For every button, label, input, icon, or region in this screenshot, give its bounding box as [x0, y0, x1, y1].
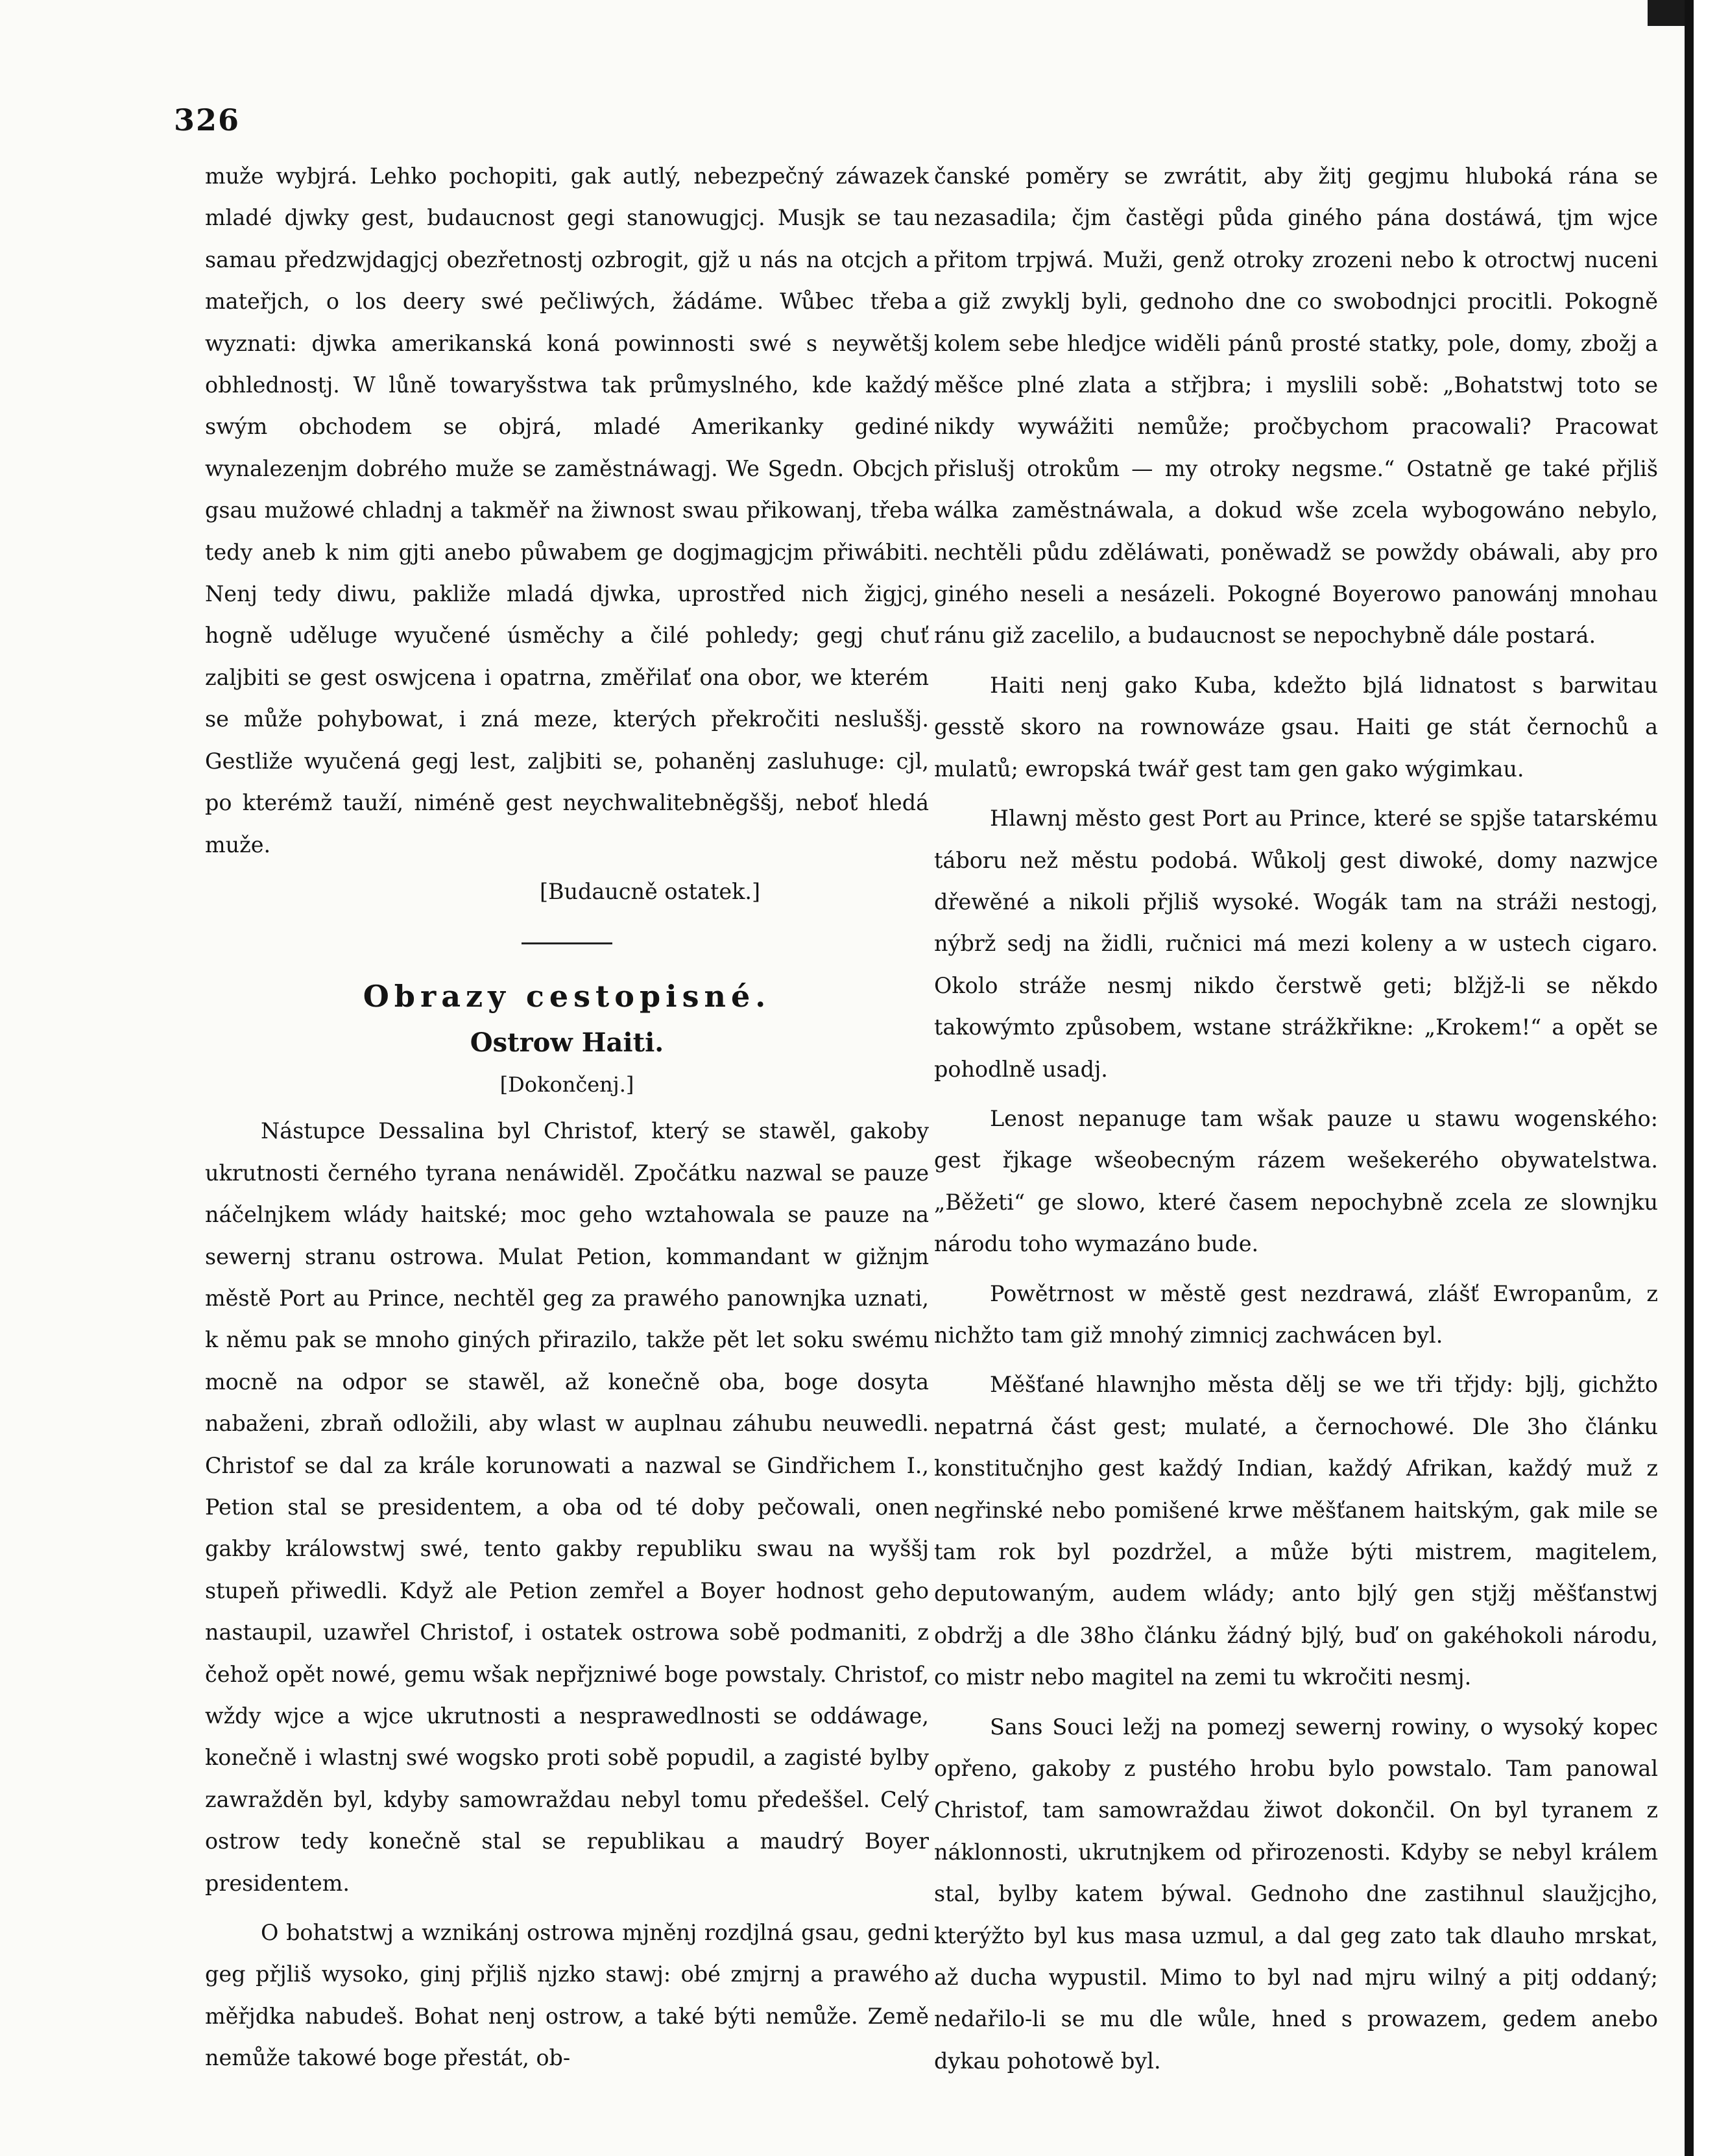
article-paragraph: Haiti nenj gako Kuba, kdežto bjlá lidnatost s barwitau gesstě skoro na rownowáze gsau. Haiti ge stát černochů a mulatů; ewropská twář gest tam gen gako wýgimkau.: [934, 672, 1658, 782]
article-paragraph: Nástupce Dessalina byl Christof, který se stawěl, gakoby ukrutnosti černého tyrana nenáwiděl. Zpočátku nazwal se pauze náčelnjkem wlády haitské; moc geho wztahowala se pauze na sewernj stranu ostrowa. Mulat Petion, kommandant w gižnjm městě Port au Prince, nechtěl geg za prawého panownjka uznati, k němu pak se mnoho giných přirazilo, takže pět let soku swému mocně na odpor se stawěl, až konečně oba, boge dosyta nabaženi, zbraň odložili, aby wlast w auplnau záhubu neuwedli. Christof se dal za krále korunowati a nazwal se Gindřichem I., Petion stal se presidentem, a oba od té doby pečowali, onen gakby králowstwj swé, tento gakby republiku swau na wyššj stupeň přiwedli. Když ale Petion zemřel a Boyer hodnost geho nastaupil, uzawřel Christof, i ostatek ostrowa sobě podmaniti, z čehož opět nowé, gemu wšak nepřjzniwé boge powstaly. Christof, wždy wjce a wjce ukrutnosti a nesprawedlnosti se oddáwage, konečně i wlastnj swé wogsko proti sobě popudil, a zagisté bylby zawražděn byl, kdyby samowraždau nebyl tomu předeššel. Celý ostrow tedy konečně stal se republikau a maudrý Boyer presidentem.: [205, 1118, 929, 1896]
section-divider: [522, 942, 612, 944]
article-note: [Dokončenj.]: [499, 1072, 634, 1097]
section-title: Obrazy cestopisné.: [363, 979, 771, 1014]
intro-paragraph: muže wybjrá. Lehko pochopiti, gak autlý, nebezpečný záwazek mladé djwky gest, budaucnost gegi stanowugjcj. Musjk se tau samau předzwjdagjcj obezřetnostj ozbrogit, gjž u nás na otcjch a mateřjch, o los deery swé pečliwých, žádáme. Wůbec třeba wyznati: djwka amerikanská koná powinnosti swé s neywětšj obhlednostj. W lůně towaryšstwa tak průmyslného, kde každý swým obchodem se objrá, mladé Amerikanky gediné wynalezenjm dobrého muže se zaměstnáwagj. We Sgedn. Obcjch gsau mužowé chladnj a takměř na žiwnost swau přikowanj, třeba tedy aneb k nim gjti anebo půwabem ge dogjmagjcjm přiwábiti. Nenj tedy diwu, pakliže mladá djwka, uprostřed nich žigjcj, hogně uděluge wyučené úsměchy a čilé pohledy; gegj chuť zaljbiti se gest oswjcena i opatrna, změřilať ona obor, we kterém se může pohybowat, i zná meze, kterých překročiti nesluššj. Gestliže wyučená gegj lest, zaljbiti se, pohaněnj zasluhuge: cjl, po kterémž tauží, niméně gest neychwalitebněgššj, neboť hledá muže.: [205, 163, 929, 857]
right-column: [934, 156, 1658, 2082]
article-paragraph: Měšťané hlawnjho města dělj se we tři třjdy: bjlj, gichžto nepatrná část gest; mulaté, a černochowé. Dle 3ho článku konstitučnjho gest každý Indian, každý Afrikan, každý muž z negřinské nebo pomišené krwe měšťanem haitským, gak mile se tam rok byl pozdržel, a může býti mistrem, magitelem, deputowaným, audem wlády; anto bjlý gen stjžj měšťanstwj obdržj a dle 38ho článku žádný bjlý, buď on gakéhokoli národu, co mistr nebo magitel na zemi tu wkročiti nesmj.: [934, 1372, 1658, 1690]
article-paragraph: Hlawnj město gest Port au Prince, které se spjše tatarskému táboru než městu podobá. Wůkolj gest diwoké, domy nazwjce dřewěné a nikoli přjliš wysoké. Wogák tam na stráži nestogj, nýbrž sedj na židli, ručnici má mezi koleny a w ustech cigaro. Okolo stráže nesmj nikdo čerstwě geti; blžjž-li se někdo takowýmto způsobem, wstane strážkřikne: „Krokem!“ a opět se pohodlně usadj.: [934, 806, 1658, 1082]
article-paragraph: Lenost nepanuge tam wšak pauze u stawu wogenského: gest řjkage wšeobecným rázem wešekerého obywatelstwa. „Běžeti“ ge slowo, které časem nepochybně zcela ze slownjku národu toho wymazáno bude.: [934, 1105, 1658, 1257]
left-column: [205, 156, 929, 2079]
scan-edge-right: [1685, 0, 1694, 2156]
scan-edge-top: [1648, 0, 1687, 26]
continuation-note: [Budaucně ostatek.]: [539, 878, 760, 904]
article-paragraph: Powětrnost w městě gest nezdrawá, zlášť Ewropanům, z nichžto tam giž mnohý zimnicj zachwácen byl.: [934, 1280, 1658, 1348]
article-paragraph: čanské poměry se zwrátit, aby žitj gegjmu hluboká rána se nezasadila; čjm častěgi půda giného pána dostáwá, tjm wjce přitom trpjwá. Muži, genž otroky zrozeni nebo k otroctwj nuceni a giž zwyklj byli, gednoho dne co swobodnjci procitli. Pokogně kolem sebe hledjce widěli pánů prosté statky, pole, domy, zbožj a měšce plné zlata a střjbra; i myslili sobě: „Bohatstwj toto se nikdy wywážiti nemůže; pročbychom pracowali? Pracowat přislušj otrokům — my otroky negsme.“ Ostatně ge také přjliš wálka zaměstnáwala, a dokud wše zcela wybogowáno nebylo, nechtěli půdu zděláwati, poněwadž se powždy obáwali, aby pro giného neseli a nesázeli. Pokogné Boyerowo panowánj mnohau ránu giž zacelilo, a budaucnost se nepochybně dále postará.: [934, 163, 1658, 649]
article-paragraph: Sans Souci ležj na pomezj sewernj rowiny, o wysoký kopec opřeno, gakoby z pustého hrobu bylo powstalo. Tam panowal Christof, tam samowraždau žiwot dokončil. On byl tyranem z náklonnosti, ukrutnjkem od přirozenosti. Kdyby se nebyl králem stal, bylby katem býwal. Gednoho dne zastihnul slaužjcjho, kterýžto byl kus masa uzmul, a dal geg zato tak dlauho mrskat, až ducha wypustil. Mimo to byl nad mjru wilný a pitj oddaný; nedařilo-li se mu dle wůle, hned s prowazem, gedem anebo dykau pohotowě byl.: [934, 1714, 1658, 2074]
article-title: Ostrow Haiti.: [470, 1027, 664, 1059]
article-paragraph: O bohatstwj a wznikánj ostrowa mjněnj rozdjlná gsau, gedni geg přjliš wysoko, ginj přjliš njzko stawj: obé zmjrnj a prawého měřjdka nabudeš. Bohat nenj ostrow, a také býti nemůže. Země nemůže takowé boge přestát, ob-: [205, 1920, 929, 2071]
page-number: 326: [174, 102, 241, 138]
